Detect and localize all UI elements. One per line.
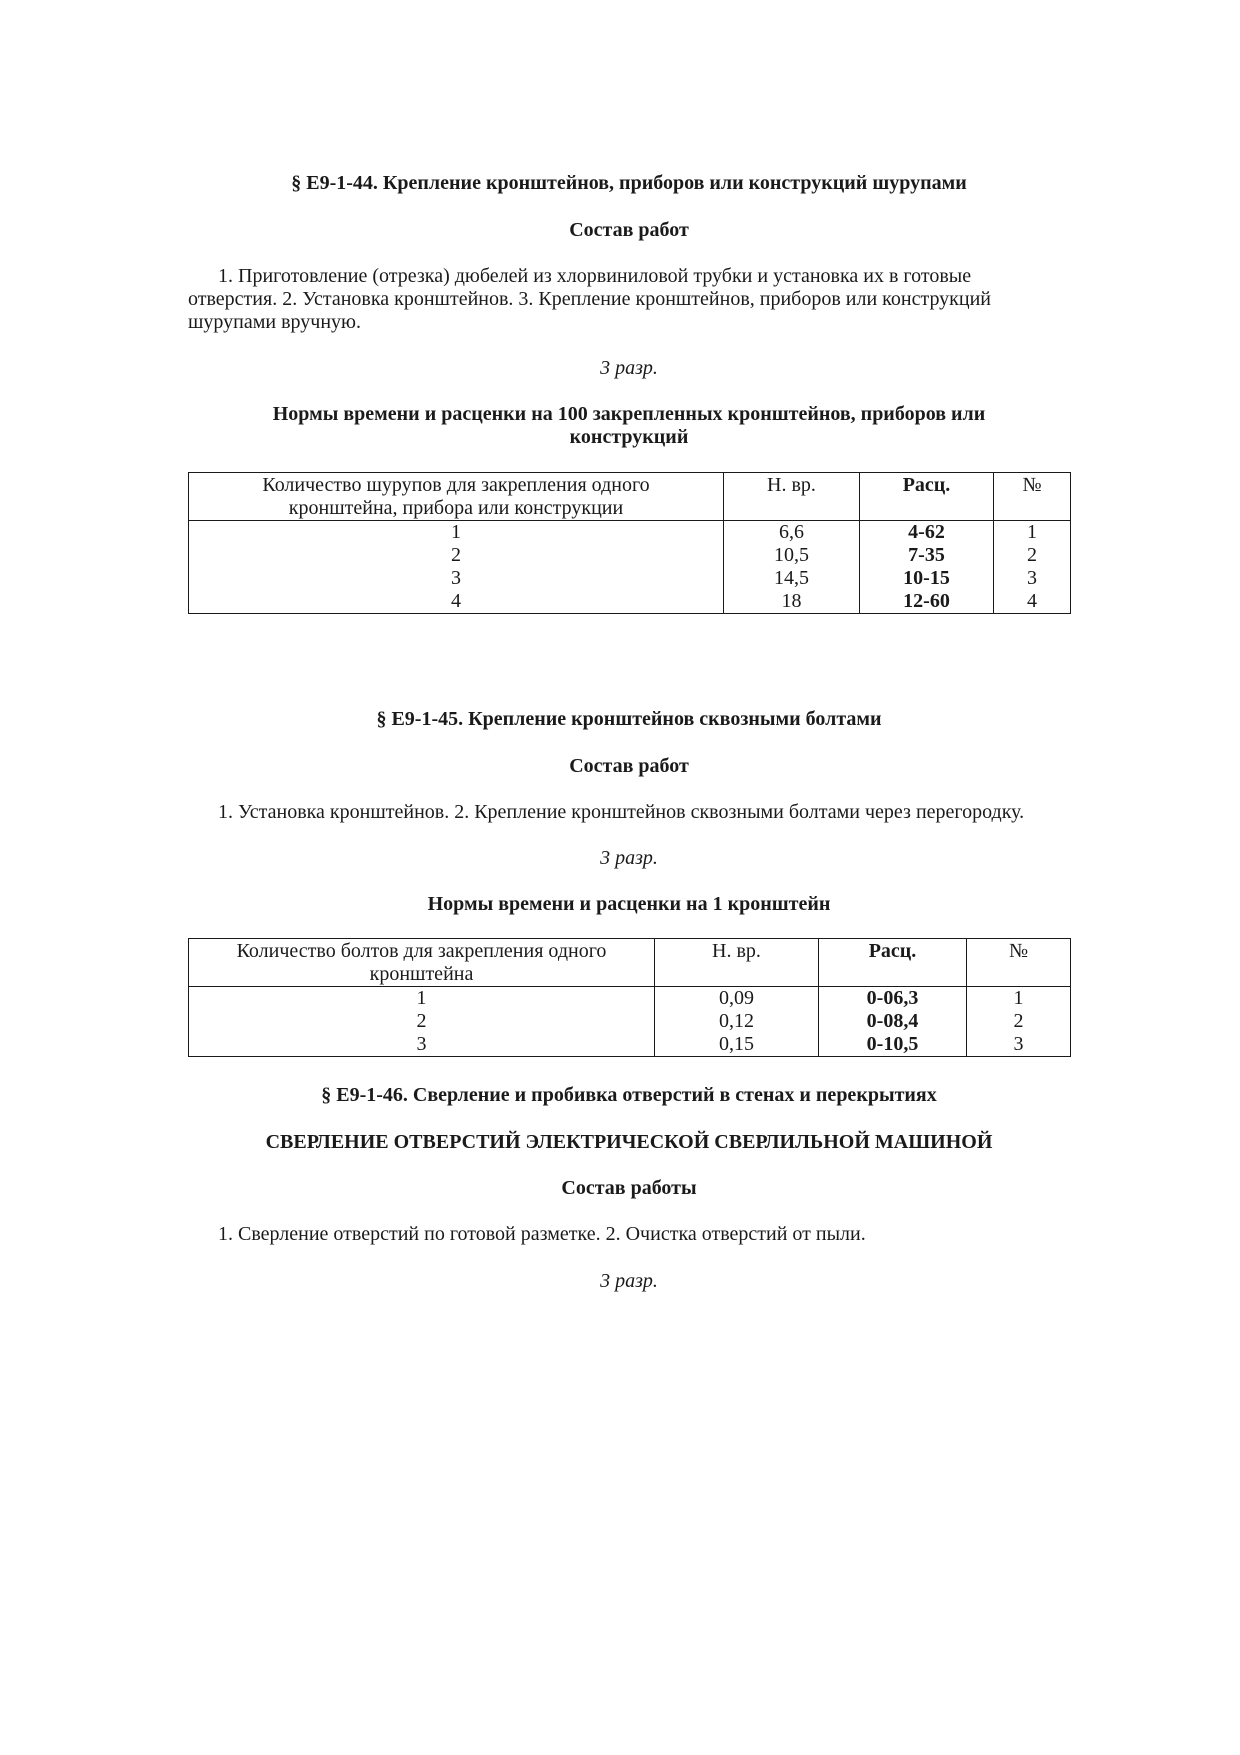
section-45-title: § Е9-1-45. Крепление кронштейнов сквозными болтами — [376, 708, 882, 730]
header-quantity — [189, 939, 655, 987]
header-time: Н. вр. — [724, 473, 860, 521]
cell-number: 4 — [994, 590, 1071, 614]
cell-time: 14,5 — [724, 567, 860, 590]
section-46-grade: 3 разр. — [600, 1270, 658, 1292]
cell-time: 0,09 — [655, 987, 819, 1011]
cell-rate: 7-35 — [860, 544, 994, 567]
section-44-table — [188, 472, 1071, 614]
cell-quantity: 2 — [189, 1010, 655, 1033]
table-row — [189, 567, 1071, 590]
section-44-composition-title: Состав работ — [569, 219, 689, 241]
cell-quantity: 3 — [189, 567, 724, 590]
table-row — [189, 590, 1071, 614]
section-46-composition-text: 1. Сверление отверстий по готовой разметке. 2. Очистка отверстий от пыли. — [218, 1223, 866, 1245]
header-number: № — [967, 939, 1071, 987]
header-number: № — [994, 473, 1071, 521]
cell-quantity: 4 — [189, 590, 724, 614]
table-row — [189, 1033, 1071, 1057]
table-row — [189, 521, 1071, 545]
cell-time: 6,6 — [724, 521, 860, 545]
cell-time: 0,15 — [655, 1033, 819, 1057]
section-45-norms-title: Нормы времени и расценки на 1 кронштейн — [427, 893, 831, 915]
cell-quantity: 1 — [189, 521, 724, 545]
section-46-composition-title: Состав работы — [561, 1177, 697, 1199]
cell-number: 1 — [967, 987, 1071, 1011]
cell-number: 1 — [994, 521, 1071, 545]
table-row — [189, 987, 1071, 1011]
section-44-composition-line-2: отверстия. 2. Установка кронштейнов. 3. Крепление кронштейнов, приборов или конструкций — [188, 288, 992, 310]
table-row — [189, 544, 1071, 567]
header-time: Н. вр. — [655, 939, 819, 987]
header-quantity-line-2: кронштейна, прибора или конструкции — [288, 497, 624, 519]
header-rate: Расц. — [819, 939, 967, 987]
section-44-grade: 3 разр. — [600, 357, 658, 379]
cell-time: 10,5 — [724, 544, 860, 567]
section-44-norms-title-line-2: конструкций — [569, 426, 689, 448]
section-45-composition-title: Состав работ — [569, 755, 689, 777]
cell-quantity: 2 — [189, 544, 724, 567]
cell-rate: 12-60 — [860, 590, 994, 614]
cell-rate: 0-10,5 — [819, 1033, 967, 1057]
table-header-row — [189, 939, 1071, 987]
cell-rate: 0-08,4 — [819, 1010, 967, 1033]
section-44-composition-line-3: шурупами вручную. — [188, 311, 361, 333]
cell-quantity: 1 — [189, 987, 655, 1011]
section-44-norms-title-line-1: Нормы времени и расценки на 100 закрепленных кронштейнов, приборов или — [272, 403, 986, 425]
header-quantity-line-2: кронштейна — [369, 963, 474, 985]
cell-rate: 10-15 — [860, 567, 994, 590]
header-quantity-line-1: Количество шурупов для закрепления одного — [262, 474, 650, 496]
section-45-grade: 3 разр. — [600, 847, 658, 869]
section-44-title: § Е9-1-44. Крепление кронштейнов, приборов или конструкций шурупами — [291, 172, 967, 194]
section-45-composition-text: 1. Установка кронштейнов. 2. Крепление кронштейнов сквозными болтами через перегородку. — [218, 801, 1025, 823]
header-quantity-line-1: Количество болтов для закрепления одного — [236, 940, 607, 962]
cell-time: 18 — [724, 590, 860, 614]
cell-rate: 4-62 — [860, 521, 994, 545]
table-header-row — [189, 473, 1071, 521]
cell-number: 3 — [994, 567, 1071, 590]
section-46-title: § Е9-1-46. Сверление и пробивка отверстий в стенах и перекрытиях — [321, 1084, 937, 1106]
cell-number: 2 — [967, 1010, 1071, 1033]
header-rate: Расц. — [860, 473, 994, 521]
header-quantity — [189, 473, 724, 521]
cell-time: 0,12 — [655, 1010, 819, 1033]
cell-rate: 0-06,3 — [819, 987, 967, 1011]
section-44-composition-line-1: 1. Приготовление (отрезка) дюбелей из хлорвиниловой трубки и установка их в готовые — [218, 265, 972, 287]
cell-quantity: 3 — [189, 1033, 655, 1057]
table-row — [189, 1010, 1071, 1033]
section-46-subtitle: СВЕРЛЕНИЕ ОТВЕРСТИЙ ЭЛЕКТРИЧЕСКОЙ СВЕРЛИЛЬНОЙ МАШИНОЙ — [265, 1131, 993, 1153]
section-45-table — [188, 938, 1071, 1057]
cell-number: 2 — [994, 544, 1071, 567]
cell-number: 3 — [967, 1033, 1071, 1057]
